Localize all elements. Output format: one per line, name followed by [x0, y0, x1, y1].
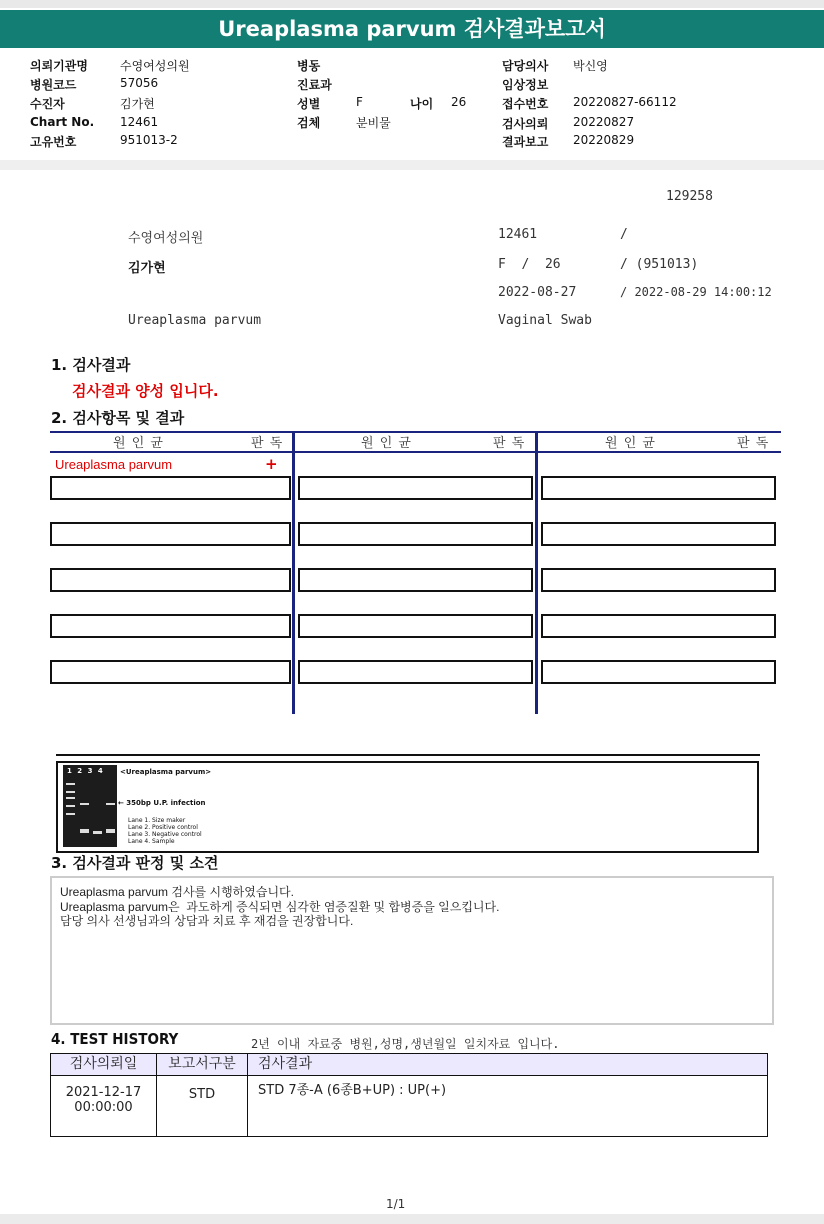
empty-cell: [298, 660, 533, 684]
section3-title: 3. 검사결과 판정 및 소견: [51, 854, 219, 872]
gel-band: [80, 829, 89, 833]
value-specimen: 분비물: [356, 116, 391, 130]
label-specimen: 검체: [297, 116, 321, 130]
section4-title: 4. TEST HISTORY: [51, 1030, 179, 1048]
history-type: STD: [188, 1087, 216, 1102]
report-slash: /: [620, 227, 628, 242]
value-institution: 수영여성의원: [120, 59, 190, 73]
report-specimen: Vaginal Swab: [498, 313, 592, 328]
empty-cell: [50, 568, 291, 592]
section2-title: 2. 검사항목 및 결과: [51, 409, 185, 427]
table-col-divider-2: [535, 431, 538, 714]
empty-cell: [298, 522, 533, 546]
empty-cell: [50, 476, 291, 500]
gel-lane-numbers: 1 2 3 4: [67, 767, 103, 775]
label-report-date: 결과보고: [502, 135, 549, 149]
gel-band: [80, 803, 89, 805]
header-info: [0, 48, 824, 160]
empty-cell: [50, 614, 291, 638]
section1-title: 1. 검사결과: [51, 356, 131, 374]
value-chart-no: 12461: [120, 115, 159, 129]
table-col-divider-1: [292, 431, 295, 714]
gel-legend-2: Lane 2. Positive control: [128, 824, 198, 831]
empty-cell: [298, 476, 533, 500]
history-header-result: 검사결과: [247, 1053, 768, 1076]
col-result-3: 판 독: [737, 436, 770, 451]
label-hospital-code: 병원코드: [30, 78, 77, 92]
report-test-name: Ureaplasma parvum: [128, 313, 262, 328]
top-band: [0, 0, 824, 8]
result-summary: 검사결과 양성 입니다.: [72, 382, 219, 400]
value-doctor: 박신영: [573, 59, 608, 73]
label-age: 나이: [410, 97, 434, 111]
history-time: 00:00:00: [74, 1100, 133, 1115]
label-request-date: 검사의뢰: [502, 117, 549, 131]
label-doctor: 담당의사: [502, 59, 549, 73]
col-organism-1: 원 인 균: [113, 436, 164, 451]
organism-result: +: [265, 455, 278, 473]
label-chart-no: Chart No.: [30, 115, 95, 129]
label-receipt-no: 접수번호: [502, 97, 549, 111]
empty-cell: [50, 522, 291, 546]
report-report-date: / 2022-08-29 14:00:12: [620, 285, 772, 299]
report-title: Ureaplasma parvum 검사결과보고서: [0, 10, 824, 48]
empty-cell: [298, 568, 533, 592]
gel-legend-3: Lane 3. Negative control: [128, 831, 202, 838]
gel-band: [66, 797, 75, 799]
report-hospital: 수영여성의원: [128, 231, 204, 246]
history-header-date: 검사의뢰일: [50, 1053, 157, 1076]
report-request-date: 2022-08-27: [498, 285, 577, 300]
gel-band: [66, 813, 75, 815]
history-result: STD 7종-A (6종B+UP) : UP(+): [258, 1083, 447, 1098]
label-sex: 성별: [297, 97, 321, 111]
gel-band: [106, 803, 115, 805]
value-unique-no: 951013-2: [120, 133, 178, 147]
value-report-date: 20220829: [573, 133, 635, 147]
col-organism-2: 원 인 균: [361, 436, 412, 451]
page-number: 1/1: [386, 1197, 406, 1211]
organism-name: Ureaplasma parvum: [55, 457, 173, 472]
label-patient: 수진자: [30, 97, 65, 111]
gel-band: [106, 829, 115, 833]
value-receipt-no: 20220827-66112: [573, 95, 677, 109]
value-hospital-code: 57056: [120, 76, 159, 90]
label-department: 진료과: [297, 78, 332, 92]
history-header-type: 보고서구분: [156, 1053, 248, 1076]
gel-legend-1: Lane 1. Size maker: [128, 817, 186, 824]
value-request-date: 20220827: [573, 115, 635, 129]
label-institution: 의뢰기관명: [30, 59, 88, 73]
empty-cell: [541, 476, 776, 500]
empty-cell: [541, 568, 776, 592]
history-cell-result: [247, 1075, 768, 1137]
gel-title: <Ureaplasma parvum>: [120, 768, 212, 776]
label-unique-no: 고유번호: [30, 135, 77, 149]
history-date: 2021-12-17: [65, 1085, 142, 1100]
label-ward: 병동: [297, 59, 321, 73]
gel-band: [66, 783, 75, 785]
opinion-line-2: Ureaplasma parvum은 과도하게 증식되면 심각한 염증질환 및 합병증을 일으킵니다.: [60, 900, 500, 914]
empty-cell: [298, 614, 533, 638]
label-clinical-info: 임상정보: [502, 78, 549, 92]
table-header-line: [50, 451, 781, 453]
value-age: 26: [451, 95, 467, 109]
gel-band-label: ← 350bp U.P. infection: [118, 799, 206, 807]
gel-band: [93, 831, 102, 834]
report-sex-age: F / 26: [498, 257, 561, 272]
opinion-line-3: 담당 의사 선생님과의 상담과 치료 후 재검을 권장합니다.: [60, 914, 354, 928]
col-result-2: 판 독: [493, 436, 526, 451]
divider-band: [0, 160, 824, 170]
col-organism-3: 원 인 균: [605, 436, 656, 451]
history-cell-date: [50, 1075, 157, 1137]
gel-image: [63, 765, 117, 847]
report-number: 129258: [666, 189, 713, 204]
empty-cell: [541, 522, 776, 546]
history-note: 2년 이내 자료중 병원,성명,생년월일 일치자료 입니다.: [251, 1037, 560, 1051]
empty-cell: [541, 660, 776, 684]
gel-band: [66, 791, 75, 793]
gel-band: [66, 805, 75, 807]
report-birth: / (951013): [620, 257, 699, 272]
report-patient: 김가현: [128, 261, 166, 276]
col-result-1: 판 독: [251, 436, 284, 451]
gel-legend-4: Lane 4. Sample: [128, 838, 175, 845]
report-chart: 12461: [498, 227, 538, 242]
history-cell-type: [156, 1075, 248, 1137]
gel-separator: [56, 754, 760, 756]
bottom-band: [0, 1214, 824, 1224]
empty-cell: [541, 614, 776, 638]
value-patient: 김가현: [120, 97, 155, 111]
opinion-line-1: Ureaplasma parvum 검사를 시행하였습니다.: [60, 885, 294, 899]
empty-cell: [50, 660, 291, 684]
value-sex: F: [356, 95, 363, 109]
